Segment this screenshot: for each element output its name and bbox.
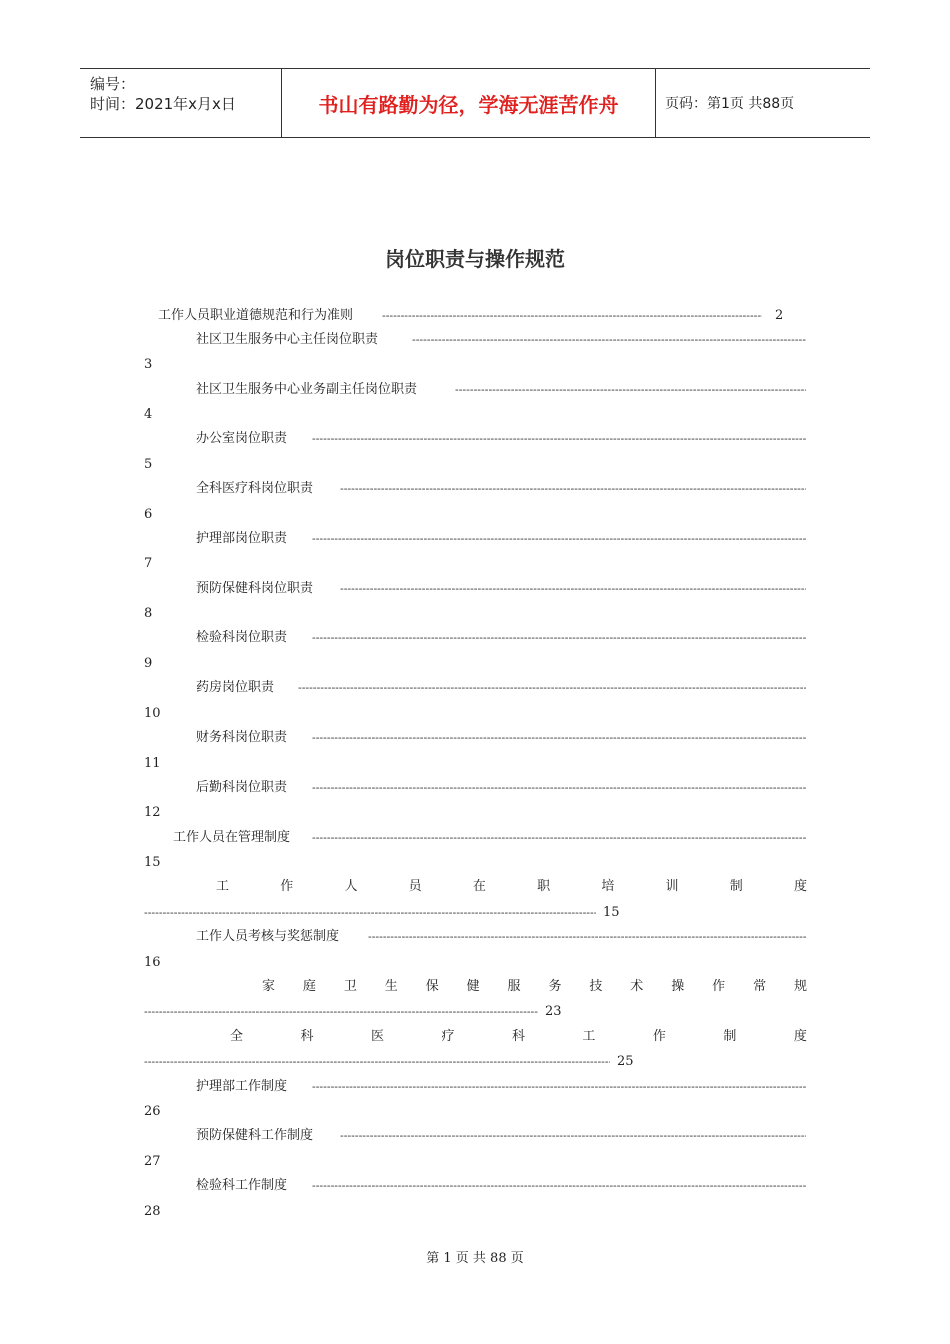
toc-title-justified: 家 庭 卫 生 保 健 服 务 技 术 操 作 常 规 <box>262 979 807 994</box>
toc-page: 7 <box>144 556 153 571</box>
toc-title-justified: 全 科 医 疗 科 工 作 制 度 <box>230 1029 807 1044</box>
number-label: 编号： <box>90 75 136 93</box>
toc-leader <box>340 1128 806 1144</box>
time-label: 时间：2021年x月x日 <box>90 95 236 113</box>
toc-page: 11 <box>144 756 161 771</box>
toc-leader <box>312 431 806 447</box>
toc-leader <box>144 1054 610 1070</box>
toc-leader <box>312 1079 806 1095</box>
toc-leader <box>412 332 806 348</box>
toc-title: 工作人员在管理制度 <box>173 830 291 845</box>
toc-title: 社区卫生服务中心业务副主任岗位职责 <box>196 382 418 397</box>
toc-page: 25 <box>617 1054 634 1069</box>
toc-leader <box>368 929 806 945</box>
header-motto-cell <box>281 69 656 137</box>
toc-title: 社区卫生服务中心主任岗位职责 <box>196 332 379 347</box>
toc-title: 检验科工作制度 <box>196 1178 288 1193</box>
toc-leader <box>340 581 806 597</box>
toc-leader <box>312 531 806 547</box>
toc-leader <box>312 780 806 796</box>
page-footer: 第 1 页 共 88 页 <box>426 1251 524 1266</box>
toc-leader <box>298 680 806 696</box>
toc-page: 15 <box>603 905 620 920</box>
toc-page: 2 <box>775 308 784 323</box>
toc-title: 后勤科岗位职责 <box>196 780 288 795</box>
toc-page: 23 <box>545 1004 562 1019</box>
toc-title-justified: 工 作 人 员 在 职 培 训 制 度 <box>216 879 807 894</box>
toc-title: 财务科岗位职责 <box>196 730 288 745</box>
toc-page: 8 <box>144 606 153 621</box>
toc-title: 全科医疗科岗位职责 <box>196 481 314 496</box>
toc-title: 办公室岗位职责 <box>196 431 288 446</box>
toc-page: 6 <box>144 507 153 522</box>
toc-page: 4 <box>144 407 153 422</box>
toc-page: 3 <box>144 357 153 372</box>
toc-title: 护理部岗位职责 <box>196 531 288 546</box>
toc-title: 预防保健科岗位职责 <box>196 581 314 596</box>
toc-leader <box>382 308 762 324</box>
toc-page: 5 <box>144 457 153 472</box>
toc-title: 检验科岗位职责 <box>196 630 288 645</box>
toc-page: 9 <box>144 656 153 671</box>
toc-leader <box>312 630 806 646</box>
page-header <box>80 68 870 138</box>
toc-page: 28 <box>144 1204 161 1219</box>
header-meta <box>80 69 281 137</box>
header-page-info: 页码：第1页 共88页 <box>665 96 795 112</box>
toc-page: 10 <box>144 706 161 721</box>
toc-page: 26 <box>144 1104 161 1119</box>
toc-leader <box>312 730 806 746</box>
document-title: 岗位职责与操作规范 <box>385 247 565 271</box>
toc-title: 护理部工作制度 <box>196 1079 288 1094</box>
toc-page: 15 <box>144 855 161 870</box>
toc-leader <box>312 1178 806 1194</box>
motto: 书山有路勤为径，学海无涯苦作舟 <box>318 92 619 117</box>
toc-leader <box>144 905 596 921</box>
toc-title: 工作人员职业道德规范和行为准则 <box>158 308 354 323</box>
toc-leader <box>312 830 806 846</box>
toc-title: 药房岗位职责 <box>196 680 275 695</box>
toc-page: 16 <box>144 955 161 970</box>
toc-title: 工作人员考核与奖惩制度 <box>196 929 340 944</box>
toc-leader <box>340 481 806 497</box>
toc-title: 预防保健科工作制度 <box>196 1128 314 1143</box>
toc-leader <box>144 1004 538 1020</box>
toc-leader <box>455 382 806 398</box>
toc-page: 27 <box>144 1154 161 1169</box>
toc-page: 12 <box>144 805 161 820</box>
